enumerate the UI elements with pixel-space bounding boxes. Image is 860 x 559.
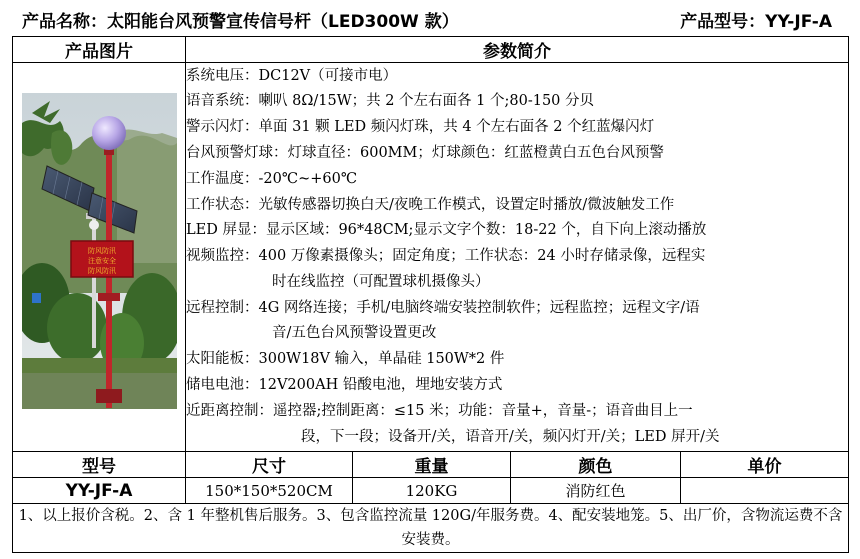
product-model: 产品型号：YY-JF-A <box>680 12 832 32</box>
cell-weight: 120KG <box>353 478 511 504</box>
param-video-monitor: 视频监控：400 万像素摄像头；固定角度；工作状态：24 小时存储录像，远程实 <box>186 248 706 265</box>
screen-line-1: 防风防汛 <box>88 247 116 255</box>
product-photo-cell <box>13 63 186 452</box>
param-remote-control: 远程控制：4G 网络连接；手机/电脑终端安装控制软件；远程监控；远程文字/语 <box>186 299 700 316</box>
cell-model: YY-JF-A <box>13 478 186 504</box>
param-warning-flash: 警示闪灯：单面 31 颗 LED 频闪灯珠，共 4 个左右面各 2 个红蓝爆闪灯 <box>186 119 655 136</box>
param-voice-system: 语音系统：喇叭 8Ω/15W；共 2 个左右面各 1 个;80-150 分贝 <box>186 93 595 110</box>
product-name: 产品名称：太阳能台风预警宣传信号杆（LED300W 款） <box>22 12 459 32</box>
spec-table <box>12 36 849 553</box>
param-near-control-cont: 段，下一段；设备开/关，语音开/关，频闪灯开/关；LED 屏开/关 <box>301 428 720 445</box>
product-photo-image <box>22 93 177 409</box>
photo-heading: 产品图片 <box>13 37 186 63</box>
col-size: 尺寸 <box>186 452 353 478</box>
params-list <box>186 63 849 452</box>
param-working-state: 工作状态：光敏传感器切换白天/夜晚工作模式，设置定时播放/微波触发工作 <box>186 196 675 213</box>
param-solar-panel: 太阳能板：300W18V 输入，单晶硅 150W*2 件 <box>186 351 505 368</box>
screen-line-2: 注意安全 <box>88 257 116 265</box>
params-heading: 参数简介 <box>186 37 849 63</box>
cell-color: 消防红色 <box>511 478 681 504</box>
param-typhoon-globe: 台风预警灯球：灯球直径：600MM；灯球颜色：红蓝橙黄白五色台风预警 <box>186 144 664 161</box>
param-working-temp: 工作温度：-20℃~+60℃ <box>186 170 358 187</box>
param-led-screen: LED 屏显：显示区域：96*48CM;显示文字个数：18-22 个，自下向上滚动播放 <box>186 222 707 239</box>
col-weight: 重量 <box>353 452 511 478</box>
param-remote-control-cont: 音/五色台风预警设置更改 <box>272 325 437 342</box>
product-header <box>0 0 860 36</box>
param-system-voltage: 系统电压：DC12V（可接市电） <box>186 67 398 84</box>
cell-size: 150*150*520CM <box>186 478 353 504</box>
screen-line-3: 防风防汛 <box>88 267 116 275</box>
param-video-monitor-cont: 时在线监控（可配置球机摄像头） <box>272 273 490 290</box>
price-note: 1、以上报价含税。2、含 1 年整机售后服务。3、包含监控流量 120G/年服务费。4、配安装地笼。5、出厂价，含物流运费不含安装费。 <box>13 504 849 553</box>
col-price: 单价 <box>681 452 849 478</box>
cell-price <box>681 478 849 504</box>
col-model: 型号 <box>13 452 186 478</box>
param-near-control: 近距离控制：遥控器;控制距离：≤15 米；功能：音量+，音量-；语音曲目上一 <box>186 402 693 419</box>
param-battery: 储电电池：12V200AH 铅酸电池，埋地安装方式 <box>186 377 503 394</box>
col-color: 颜色 <box>511 452 681 478</box>
product-photo <box>22 93 177 409</box>
